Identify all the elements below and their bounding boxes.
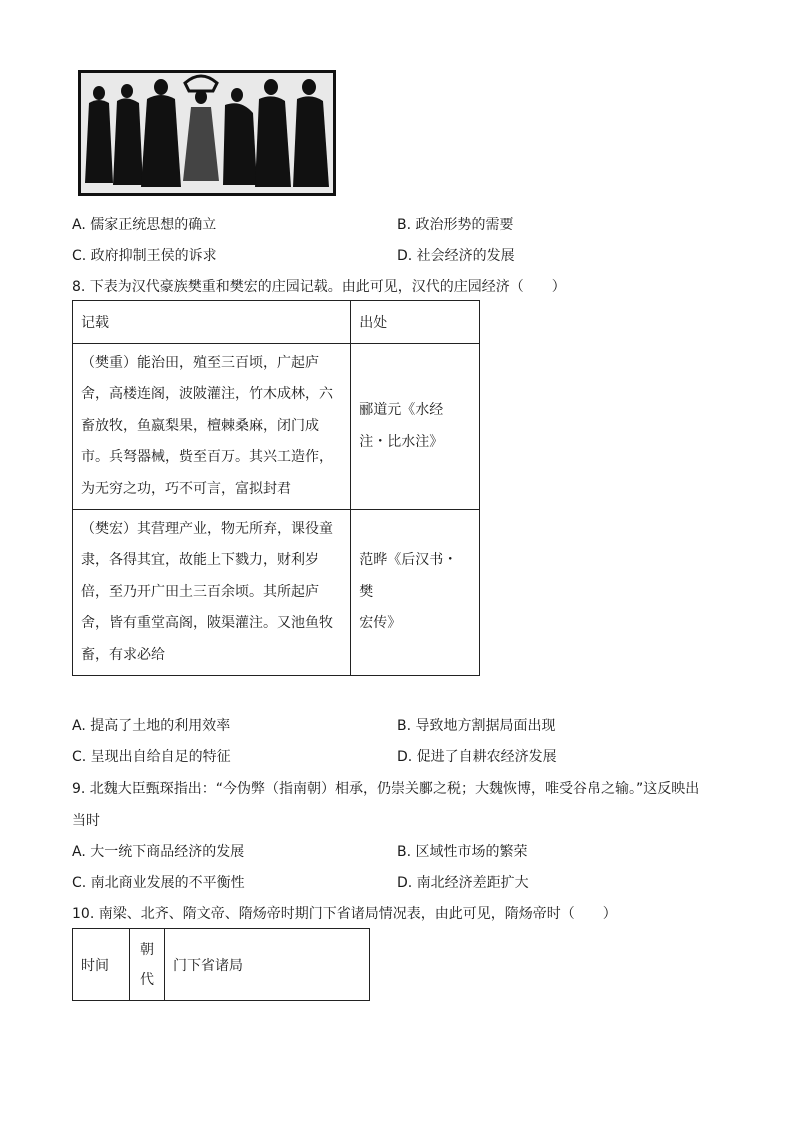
q8-option-c[interactable]: C. 呈现出自给自足的特征	[72, 749, 231, 765]
relief-image	[78, 70, 336, 196]
q8-row2-record-line: 畜，有求必给	[81, 646, 165, 663]
q8-row2-record-line: 舍，皆有重堂高阁，陂渠灌注。又池鱼牧	[81, 615, 333, 632]
relief-figures-illustration	[81, 73, 333, 193]
q9-option-b[interactable]: B. 区域性市场的繁荣	[397, 844, 528, 860]
q10-header-time: 时间	[73, 929, 130, 1001]
q10-header-bureaus: 门下省诸局	[165, 929, 370, 1001]
q8-row2-record-line: 倍，至乃开广田土三百余顷。其所起庐	[81, 583, 319, 600]
q7-option-d[interactable]: D. 社会经济的发展	[397, 248, 515, 264]
q9-stem-line1: 9. 北魏大臣甄琛指出：“今伪弊（指南朝）相承，仍崇关鄽之税；大魏恢博，唯受谷帛之输。”这反映出	[72, 781, 700, 797]
q8-row1-source-line: 郦道元《水经	[359, 402, 444, 418]
q10-header-dynasty: 朝代	[130, 929, 165, 1001]
q8-option-a[interactable]: A. 提高了土地的利用效率	[72, 718, 231, 734]
q8-row1-record-line: 畜放牧，鱼嬴梨果，檀棘桑麻，闭门成	[81, 417, 319, 434]
q8-option-b[interactable]: B. 导致地方割据局面出现	[397, 718, 556, 734]
q8-row1-record-line: （樊重）能治田，殖至三百顷，广起庐	[81, 354, 319, 371]
q8-row1-source	[351, 344, 480, 510]
q9-stem-line2: 当时	[72, 813, 100, 829]
q8-table	[72, 300, 480, 676]
q7-option-b[interactable]: B. 政治形势的需要	[397, 217, 514, 233]
q8-row2-source	[351, 510, 480, 676]
q8-row2-record	[73, 510, 351, 676]
q8-row2-record-line: 隶，各得其宜，故能上下戮力，财利岁	[81, 552, 319, 569]
q9-option-c[interactable]: C. 南北商业发展的不平衡性	[72, 875, 245, 891]
q7-option-c[interactable]: C. 政府抑制王侯的诉求	[72, 248, 217, 264]
q8-row1-record	[73, 344, 351, 510]
q8-option-d[interactable]: D. 促进了自耕农经济发展	[397, 749, 557, 765]
q8-row1-source-line: 注・比水注》	[359, 433, 444, 450]
q8-header-source: 出处	[351, 301, 480, 344]
q8-row2-source-line: 宏传》	[359, 615, 402, 632]
q9-option-d[interactable]: D. 南北经济差距扩大	[397, 875, 529, 891]
q10-table	[72, 928, 370, 1001]
q9-option-a[interactable]: A. 大一统下商品经济的发展	[72, 844, 245, 860]
q8-row1-record-line: 市。兵弩器械，赀至百万。其兴工造作，	[81, 449, 333, 466]
q10-stem: 10. 南梁、北齐、隋文帝、隋炀帝时期门下省诸局情况表，由此可见，隋炀帝时（ ）	[72, 906, 617, 922]
q8-header-record: 记载	[73, 301, 351, 344]
q7-option-a[interactable]: A. 儒家正统思想的确立	[72, 217, 217, 233]
q8-row1-record-line: 为无穷之功，巧不可言，富拟封君	[81, 480, 291, 497]
q8-stem: 8. 下表为汉代豪族樊重和樊宏的庄园记载。由此可见，汉代的庄园经济（ ）	[72, 279, 566, 295]
q8-row2-record-line: （樊宏）其营理产业，物无所弃，课役童	[81, 520, 333, 537]
q8-row2-source-line: 范晔《后汉书・樊	[359, 552, 458, 600]
q8-row1-record-line: 舍，高楼连阁，波陂灌注，竹木成林，六	[81, 386, 333, 403]
